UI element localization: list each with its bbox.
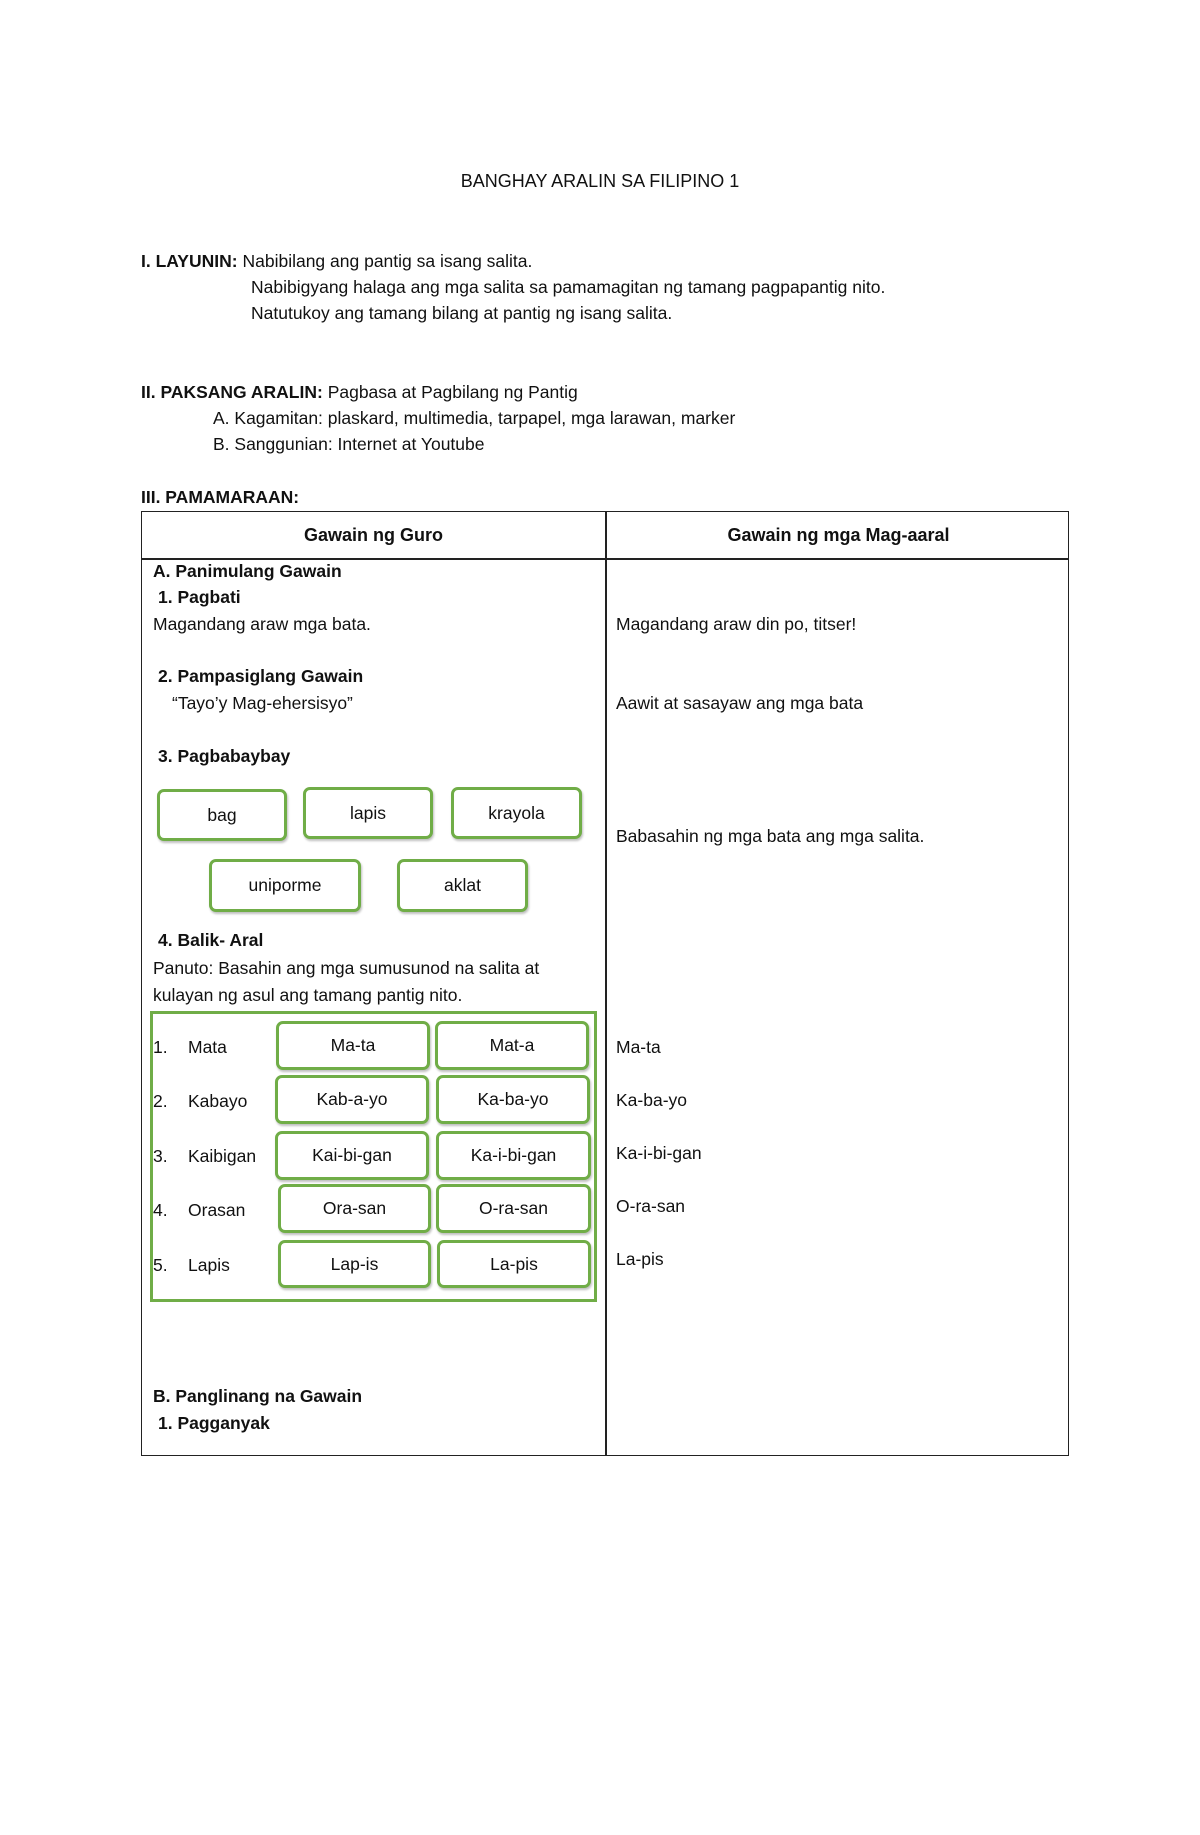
paksa-sanggunian: B. Sanggunian: Internet at Youtube [213,434,485,454]
pampasigla-guro: “Tayo’y Mag-ehersisyo” [172,693,353,713]
pagbabaybay-magaaral: Babasahin ng mga bata ang mga salita. [616,826,925,846]
panuto-line-1: Panuto: Basahin ang mga sumusunod na salita at [153,958,540,978]
paksa-section [141,382,578,403]
row-number: 4. [153,1200,168,1220]
syllable-option: La-pis [437,1240,591,1288]
pagganyak-heading: 1. Pagganyak [158,1413,270,1433]
balik-aral-heading: 4. Balik- Aral [158,930,264,950]
lesson-table [141,511,1069,1456]
column-header-guro: Gawain ng Guro [303,525,443,545]
pampasigla-heading: 2. Pampasiglang Gawain [158,666,364,686]
pampasigla-magaaral: Aawit at sasayaw ang mga bata [616,693,864,713]
word-card-uniporme: uniporme [209,859,361,912]
syllable-option: Ora-san [278,1184,431,1233]
answer-5: La-pis [616,1249,664,1269]
layunin-item-2: Nabibigyang halaga ang mga salita sa pamamagitan ng tamang pagpapantig nito. [251,277,886,297]
syllable-option: Mat-a [435,1021,589,1070]
answer-3: Ka-i-bi-gan [616,1143,702,1163]
syllable-option: Kai-bi-gan [275,1131,429,1180]
row-number: 5. [153,1255,168,1275]
layunin-item-1: Nabibilang ang pantig sa isang salita. [242,251,533,271]
syllable-option: Ka-i-bi-gan [436,1131,591,1180]
paksa-topic: Pagbasa at Pagbilang ng Pantig [327,382,578,402]
section-a-heading: A. Panimulang Gawain [153,561,342,581]
word-card-lapis: lapis [303,787,433,839]
word-card-aklat: aklat [397,859,528,912]
layunin-section [141,251,532,272]
answer-4: O-ra-san [616,1196,686,1216]
row-number: 1. [153,1037,168,1057]
pagbabaybay-heading: 3. Pagbabaybay [158,746,291,766]
syllable-option: O-ra-san [436,1184,591,1233]
row-word: Mata [188,1037,227,1057]
pagbati-magaaral: Magandang araw din po, titser! [616,614,857,634]
pamamaraan-heading: III. PAMAMARAAN: [141,487,300,507]
panuto-line-2: kulayan ng asul ang tamang pantig nito. [153,985,463,1005]
column-header-magaaral: Gawain ng mga Mag-aaral [727,525,950,545]
section-b-heading: B. Panglinang na Gawain [153,1386,363,1406]
row-number: 3. [153,1146,168,1166]
answer-1: Ma-ta [616,1037,661,1057]
layunin-item-3: Natutukoy ang tamang bilang at pantig ng isang salita. [251,303,673,323]
column-divider [605,512,607,1455]
document-title: BANGHAY ARALIN SA FILIPINO 1 [460,171,740,191]
syllable-option: Kab-a-yo [275,1075,429,1124]
answer-2: Ka-ba-yo [616,1090,688,1110]
row-word: Kaibigan [188,1146,257,1166]
layunin-heading: I. LAYUNIN: [141,251,238,271]
row-word: Orasan [188,1200,246,1220]
pagbati-heading: 1. Pagbati [158,587,241,607]
syllable-option: Lap-is [278,1240,431,1288]
row-number: 2. [153,1091,168,1111]
word-card-bag: bag [157,789,287,841]
paksa-heading: II. PAKSANG ARALIN: [141,382,323,402]
header-divider [142,558,1068,560]
syllable-option: Ma-ta [276,1021,430,1070]
row-word: Kabayo [188,1091,248,1111]
paksa-kagamitan: A. Kagamitan: plaskard, multimedia, tarpapel, mga larawan, marker [213,408,736,428]
pagbati-guro: Magandang araw mga bata. [153,614,371,634]
syllable-option: Ka-ba-yo [436,1075,590,1124]
row-word: Lapis [188,1255,230,1275]
word-card-krayola: krayola [451,787,582,839]
